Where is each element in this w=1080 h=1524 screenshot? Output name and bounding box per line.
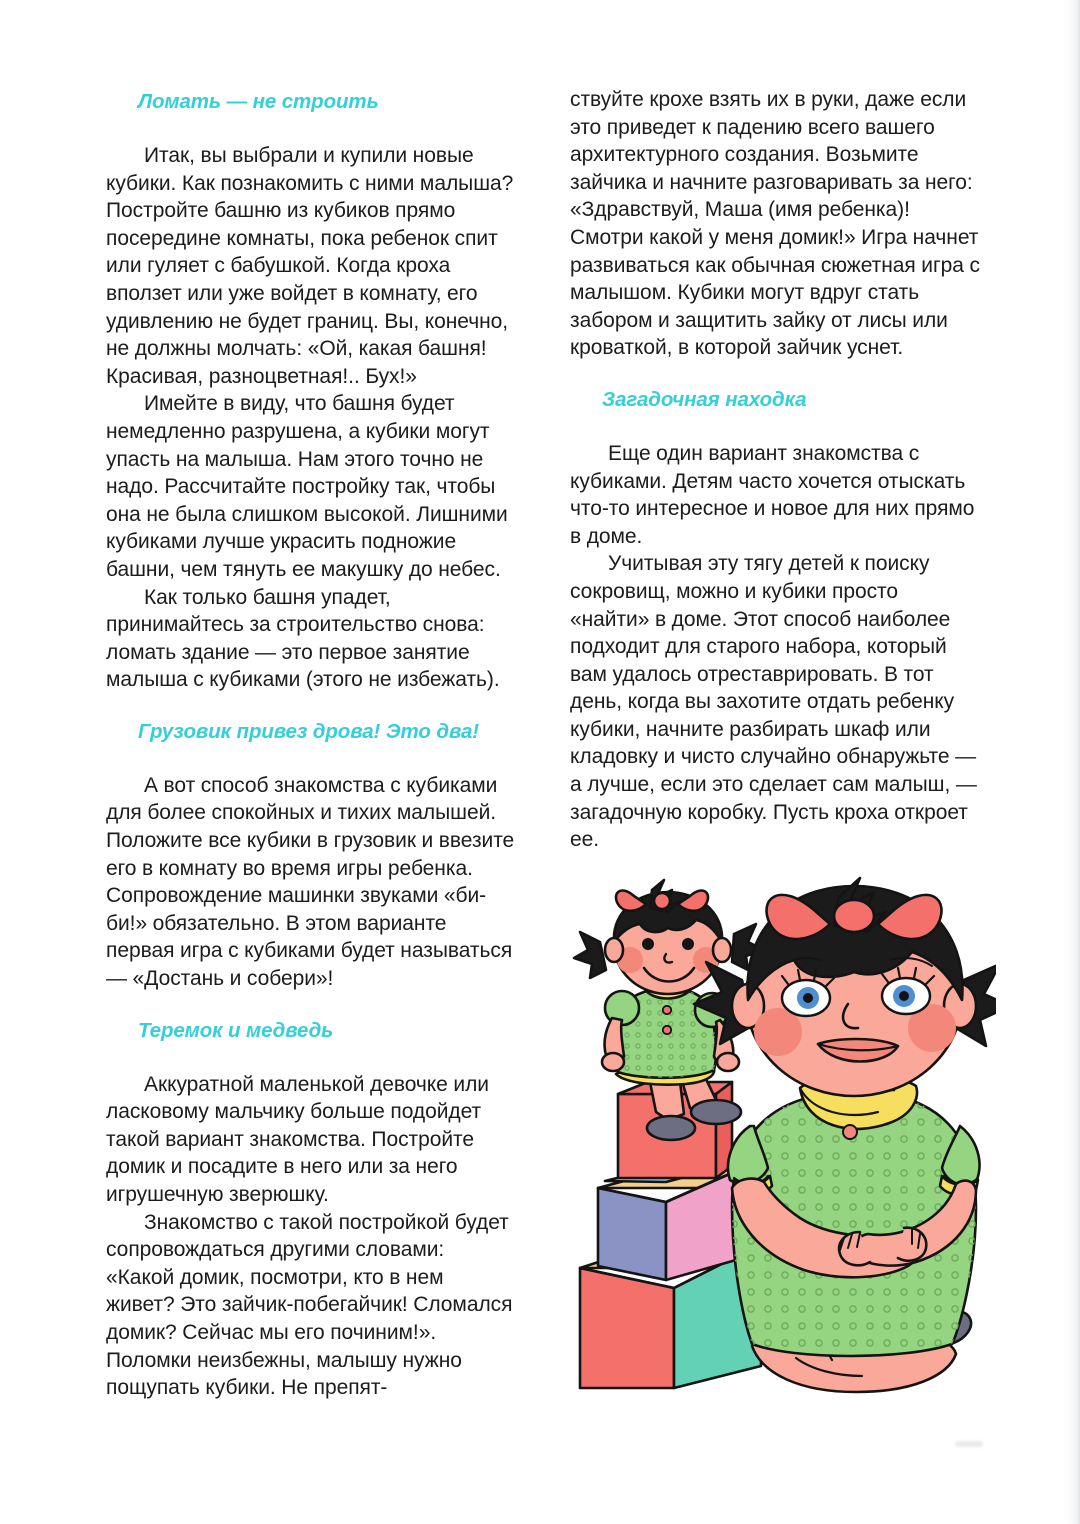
paragraph-right-2: Еще один вариант знакомства с кубиками. Детям часто хочется отыскать что-то интересное и новое для них прямо в доме. (570, 441, 975, 548)
paragraph-left-1: Итак, вы выбрали и купили новые кубики. Как познакомить с ними малыша? Постройте башню из кубиков прямо посередине комнаты, пока ребенок спит или гуляет с бабушкой. Когда кроха вползет или уже войдет в комнату, его удивлению не будет границ. Вы, конечно, не должны молчать: «Ой, какая башня! Красивая, разноцветная!.. Бух!» (106, 144, 514, 388)
spacer (106, 993, 516, 1017)
section-heading-zagadochnaya-nahodka: Загадочная находка (602, 387, 807, 411)
spacer (106, 745, 516, 772)
section-heading-teremok-i-medved: Теремок и медведь (138, 1018, 334, 1042)
spacer (570, 413, 980, 440)
block-middle (598, 1164, 743, 1280)
section-heading-lomat-ne-stroit: Ломать — не строить (138, 90, 379, 113)
paragraph-left-2: Имейте в виду, что башня будет немедленно разрушена, а кубики могут упасть на малыша. Нам этого точно не надо. Рассчитайте постройку так, чтобы она не была слишком высокой. Лишними кубиками лучше украсить подножие башни, чем тянуть ее макушку до небес. (106, 392, 508, 581)
left-text-column (106, 86, 516, 1402)
paragraph-left-4: А вот способ знакомства с кубиками для более спокойных и тихих малышей. Положите все кубики в грузовик и ввезите его в комнату во время игры ребенка. Сопровождение машинки звуками «би-би!» обязательно. В этом варианте первая игра с кубиками будет называться — «Достань и собери»! (106, 773, 515, 991)
spacer (106, 694, 516, 718)
paragraph-right-1-continuation: ствуйте крохе взять их в руки, даже если это приведет к падению всего вашего архитектурного создания. Возьмите зайчика и начните разговаривать за него: «Здравствуй, Маша (имя ребенка)! Смотри какой у меня домик!» Игра начнет развиваться как обычная сюжетная игра с малышом. Кубики могут вдруг стать забором и защитить зайку от лисы или кроваткой, в которой зайчик уснет. (570, 88, 980, 360)
illustration-girl-with-blocks (556, 876, 996, 1456)
section-heading-gruzovik-privez-drova: Грузовик привез дрова! Это два! (138, 719, 479, 743)
paragraph-left-5: Аккуратной маленькой девочке или ласковому мальчику больше подойдет такой вариант знакомства. Постройте домик и посадите в него или за него игрушечную зверюшку. (106, 1072, 489, 1206)
paragraph-left-3: Как только башня упадет, принимайтесь за строительство снова: ломать здание — это первое занятие малыша с кубиками (этого не избежать). (106, 585, 500, 692)
spacer (106, 115, 516, 142)
spacer (570, 362, 980, 386)
paragraph-right-3: Учитывая эту тягу детей к поиску сокровищ, можно и кубики просто «найти» в доме. Этот способ наиболее подходит для старого набора, который вам удалось отреставрировать. В тот день, когда вы захотите отдать ребенку кубики, начните разбирать шкаф или кладовку и чисто случайно обнаружьте — а лучше, если это сделает сам малыш, — загадочную коробку. Пусть кроха откроет ее. (570, 552, 977, 852)
paragraph-left-6: Знакомство с такой постройкой будет сопровождаться другими словами: «Какой домик, посмотри, кто в нем живет? Это зайчик-побегайчик! Сломался домик? Сейчас мы его починим!». Поломки неизбежны, малышу нужно пощупать кубики. Не препят- (106, 1210, 513, 1400)
spacer (106, 1044, 516, 1071)
illustration-svg (556, 876, 996, 1456)
right-text-column (570, 86, 980, 854)
scan-edge-shading (1066, 0, 1080, 1524)
